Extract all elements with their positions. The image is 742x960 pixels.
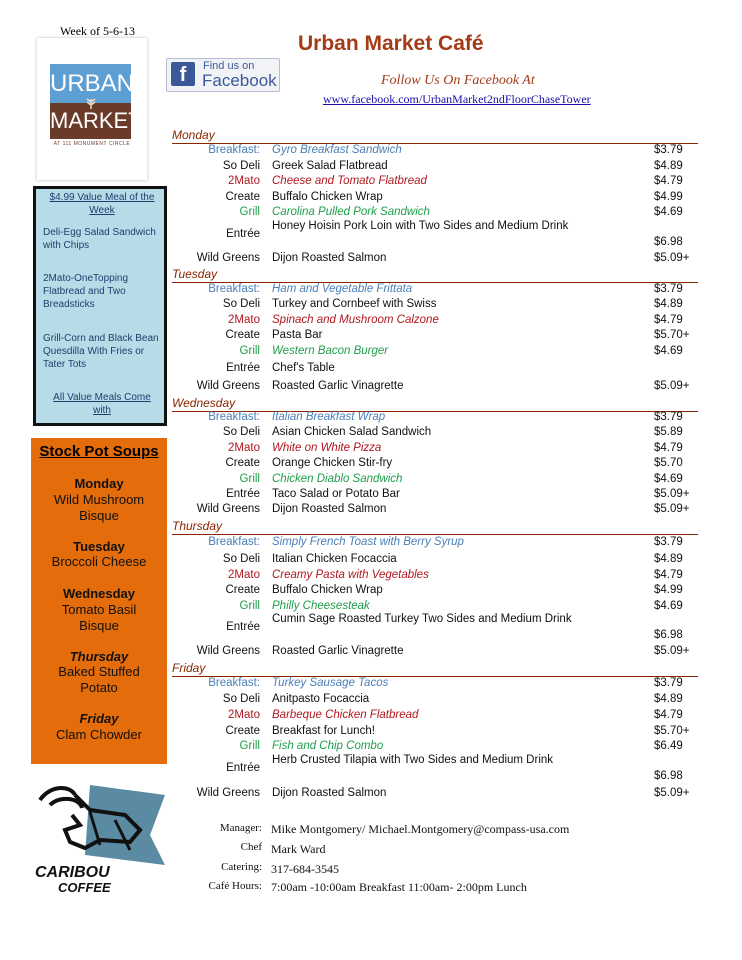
menu-item-price: $4.89 bbox=[654, 553, 683, 565]
menu-item-price: $5.70+ bbox=[654, 329, 690, 341]
station-label: So Deli bbox=[222, 160, 260, 172]
menu-item-price: $5.70 bbox=[654, 457, 683, 469]
page-title: Urban Market Café bbox=[298, 32, 484, 55]
menu-item-name: Anitpasto Focaccia bbox=[272, 693, 370, 705]
menu-item-name: White on White Pizza bbox=[272, 442, 382, 454]
menu-item-name: Buffalo Chicken Wrap bbox=[272, 584, 383, 596]
menu-item-price: $5.09+ bbox=[654, 252, 690, 264]
station-label: Grill bbox=[239, 473, 260, 485]
station-label: Create bbox=[225, 584, 260, 596]
menu-row bbox=[172, 380, 698, 396]
menu-item-name: Roasted Garlic Vinagrette bbox=[272, 645, 404, 657]
station-label: Grill bbox=[239, 345, 260, 357]
day-label-friday: Friday bbox=[172, 661, 206, 675]
menu-item-price: $3.79 bbox=[654, 283, 683, 295]
menu-item-price: $4.89 bbox=[654, 298, 683, 310]
menu-row bbox=[172, 553, 698, 569]
footer-manager-value: Mike Montgomery/ Michael.Montgomery@compass-usa.com bbox=[271, 822, 570, 836]
menu-item-name: Italian Chicken Focaccia bbox=[272, 553, 397, 565]
menu-row bbox=[172, 503, 698, 519]
menu-item-price: $4.99 bbox=[654, 584, 683, 596]
value-meal-item-2: 2Mato-OneTopping Flatbread and Two Breadsticks bbox=[43, 273, 129, 310]
station-label: Create bbox=[225, 457, 260, 469]
menu-row bbox=[172, 298, 698, 314]
value-meal-item-1: Deli-Egg Salad Sandwich with Chips bbox=[43, 227, 156, 251]
menu-row bbox=[172, 220, 698, 248]
menu-item-price: $4.89 bbox=[654, 693, 683, 705]
menu-row bbox=[172, 754, 698, 782]
soup-day-friday: Friday bbox=[79, 711, 119, 726]
menu-row bbox=[172, 709, 698, 725]
menu-item-name: Asian Chicken Salad Sandwich bbox=[272, 426, 432, 438]
menu-row bbox=[172, 160, 698, 176]
menu-item-name: Breakfast for Lunch! bbox=[272, 725, 375, 737]
menu-item-price: $6.98 bbox=[654, 770, 683, 782]
soups-title: Stock Pot Soups bbox=[39, 443, 159, 460]
station-label: Entrée bbox=[226, 228, 260, 240]
station-label: Wild Greens bbox=[196, 380, 260, 392]
station-label: Grill bbox=[239, 206, 260, 218]
day-label-tuesday: Tuesday bbox=[172, 267, 218, 281]
station-label: Breakfast: bbox=[208, 677, 260, 689]
menu-item-name: Dijon Roasted Salmon bbox=[272, 503, 387, 515]
facebook-icon: f bbox=[171, 62, 195, 86]
menu-item-name: Western Bacon Burger bbox=[272, 345, 389, 357]
value-meal-note: All Value Meals Come with bbox=[53, 392, 151, 416]
soup-friday: Clam Chowder bbox=[56, 727, 142, 742]
menu-item-name: Cheese and Tomato Flatbread bbox=[272, 175, 427, 187]
menu-item-name: Cumin Sage Roasted Turkey Two Sides and Medium Drink bbox=[272, 613, 572, 625]
wheat-icon bbox=[82, 96, 100, 110]
menu-row bbox=[172, 175, 698, 191]
coffee-text: COFFEE bbox=[58, 880, 111, 895]
menu-row bbox=[172, 283, 698, 299]
station-label: So Deli bbox=[222, 298, 260, 310]
menu-item-name: Buffalo Chicken Wrap bbox=[272, 191, 383, 203]
value-meal-item-3: Grill-Corn and Black Bean Quesdilla With Fries or Tater Tots bbox=[43, 333, 159, 370]
menu-item-name: Greek Salad Flatbread bbox=[272, 160, 388, 172]
station-label: So Deli bbox=[222, 693, 260, 705]
menu-row bbox=[172, 345, 698, 361]
menu-item-price: $4.79 bbox=[654, 569, 683, 581]
station-label: Entrée bbox=[226, 488, 260, 500]
menu-row bbox=[172, 725, 698, 741]
menu-item-price: $5.09+ bbox=[654, 380, 690, 392]
menu-item-name: Carolina Pulled Pork Sandwich bbox=[272, 206, 430, 218]
station-label: Breakfast: bbox=[208, 144, 260, 156]
menu-item-price: $4.99 bbox=[654, 191, 683, 203]
caribou-coffee-logo bbox=[30, 780, 170, 895]
menu-item-name: Chef's Table bbox=[272, 362, 335, 374]
menu-item-price: $4.79 bbox=[654, 314, 683, 326]
soup-day-thursday: Thursday bbox=[69, 649, 129, 664]
menu-row bbox=[172, 787, 698, 803]
menu-row bbox=[172, 536, 698, 552]
station-label: Grill bbox=[239, 600, 260, 612]
menu-item-name: Dijon Roasted Salmon bbox=[272, 252, 387, 264]
station-label: 2Mato bbox=[228, 569, 260, 581]
menu-item-price: $4.79 bbox=[654, 709, 683, 721]
station-label: 2Mato bbox=[228, 709, 260, 721]
soup-day-tuesday: Tuesday bbox=[73, 539, 125, 554]
week-label: Week of 5-6-13 bbox=[60, 24, 136, 38]
menu-item-price: $3.79 bbox=[654, 144, 683, 156]
station-label: 2Mato bbox=[228, 175, 260, 187]
soup-wednesday: Tomato Basil Bisque bbox=[61, 602, 137, 633]
menu-item-price: $5.09+ bbox=[654, 488, 690, 500]
menu-item-price: $5.09+ bbox=[654, 787, 690, 799]
menu-item-name: Roasted Garlic Vinagrette bbox=[272, 380, 404, 392]
menu-row bbox=[172, 191, 698, 207]
station-label: Wild Greens bbox=[196, 787, 260, 799]
station-label: 2Mato bbox=[228, 442, 260, 454]
menu-row bbox=[172, 329, 698, 345]
station-label: 2Mato bbox=[228, 314, 260, 326]
menu-item-name: Herb Crusted Tilapia with Two Sides and Medium Drink bbox=[272, 754, 554, 766]
menu-item-name: Ham and Vegetable Frittata bbox=[272, 283, 413, 295]
value-meal-title: $4.99 Value Meal of the Week bbox=[49, 192, 155, 216]
station-label: So Deli bbox=[222, 426, 260, 438]
menu-row bbox=[172, 645, 698, 661]
menu-row bbox=[172, 488, 698, 504]
soup-day-wednesday: Wednesday bbox=[62, 586, 135, 601]
menu-item-price: $6.49 bbox=[654, 740, 683, 752]
menu-item-price: $5.89 bbox=[654, 426, 683, 438]
soup-thursday: Baked Stuffed Potato bbox=[58, 664, 140, 695]
station-label: Entrée bbox=[226, 762, 260, 774]
logo-urban-text: URBAN bbox=[50, 64, 131, 103]
menu-item-price: $6.98 bbox=[654, 629, 683, 641]
menu-item-name: Taco Salad or Potato Bar bbox=[272, 488, 400, 500]
footer-catering-value: 317-684-3545 bbox=[271, 862, 339, 876]
menu-item-name: Italian Breakfast Wrap bbox=[272, 411, 386, 423]
menu-row bbox=[172, 473, 698, 489]
menu-item-name: Simply French Toast with Berry Syrup bbox=[272, 536, 464, 548]
menu-row bbox=[172, 693, 698, 709]
station-label: Create bbox=[225, 725, 260, 737]
menu-item-price: $3.79 bbox=[654, 536, 683, 548]
caribou-text: CARIBOU bbox=[35, 864, 110, 881]
menu-item-name: Turkey and Cornbeef with Swiss bbox=[272, 298, 437, 310]
soup-day-monday: Monday bbox=[74, 476, 124, 491]
menu-row bbox=[172, 144, 698, 160]
footer-hours-label: Café Hours: bbox=[208, 880, 262, 892]
follow-text: Follow Us On Facebook At bbox=[381, 73, 535, 88]
menu-item-price: $5.70+ bbox=[654, 725, 690, 737]
station-label: So Deli bbox=[222, 553, 260, 565]
footer-catering-label: Catering: bbox=[221, 861, 262, 873]
menu-item-price: $4.69 bbox=[654, 600, 683, 612]
menu-item-name: Spinach and Mushroom Calzone bbox=[272, 314, 439, 326]
menu-item-name: Chicken Diablo Sandwich bbox=[272, 473, 403, 485]
menu-item-price: $3.79 bbox=[654, 411, 683, 423]
menu-item-name: Fish and Chip Combo bbox=[272, 740, 384, 752]
menu-row bbox=[172, 426, 698, 442]
menu-row bbox=[172, 442, 698, 458]
menu-item-name: Gyro Breakfast Sandwich bbox=[272, 144, 402, 156]
menu-item-price: $3.79 bbox=[654, 677, 683, 689]
footer-chef-value: Mark Ward bbox=[271, 842, 326, 856]
facebook-link[interactable]: www.facebook.com/UrbanMarket2ndFloorChaseTower bbox=[323, 92, 591, 106]
menu-row bbox=[172, 457, 698, 473]
menu-row bbox=[172, 411, 698, 427]
menu-item-name: Philly Cheesesteak bbox=[272, 600, 370, 612]
menu-item-name: Dijon Roasted Salmon bbox=[272, 787, 387, 799]
menu-row bbox=[172, 584, 698, 600]
menu-item-price: $6.98 bbox=[654, 236, 683, 248]
menu-item-name: Barbeque Chicken Flatbread bbox=[272, 709, 419, 721]
logo-market-text: MARKET bbox=[50, 103, 131, 139]
station-label: Breakfast: bbox=[208, 536, 260, 548]
menu-row bbox=[172, 569, 698, 585]
menu-row bbox=[172, 252, 698, 268]
soup-monday: Wild Mushroom Bisque bbox=[53, 492, 145, 523]
menu-item-price: $5.09+ bbox=[654, 645, 690, 657]
footer-chef-label: Chef bbox=[240, 841, 262, 853]
day-label-wednesday: Wednesday bbox=[172, 396, 236, 410]
menu-row bbox=[172, 613, 698, 641]
menu-item-price: $4.69 bbox=[654, 345, 683, 357]
station-label: Wild Greens bbox=[196, 252, 260, 264]
menu-item-name: Turkey Sausage Tacos bbox=[272, 677, 389, 689]
day-label-thursday: Thursday bbox=[172, 519, 223, 533]
menu-row bbox=[172, 362, 698, 378]
footer-hours-value: 7:00am -10:00am Breakfast 11:00am- 2:00pm Lunch bbox=[271, 880, 527, 894]
menu-item-price: $4.79 bbox=[654, 442, 683, 454]
menu-item-price: $5.09+ bbox=[654, 503, 690, 515]
menu-item-price: $4.89 bbox=[654, 160, 683, 172]
station-label: Breakfast: bbox=[208, 283, 260, 295]
day-divider bbox=[172, 534, 698, 535]
menu-item-price: $4.69 bbox=[654, 206, 683, 218]
menu-row bbox=[172, 677, 698, 693]
station-label: Create bbox=[225, 329, 260, 341]
station-label: Breakfast: bbox=[208, 411, 260, 423]
menu-item-name: Pasta Bar bbox=[272, 329, 323, 341]
station-label: Create bbox=[225, 191, 260, 203]
menu-item-name: Orange Chicken Stir-fry bbox=[272, 457, 393, 469]
facebook-brand-text: Facebook bbox=[202, 71, 277, 90]
menu-item-price: $4.69 bbox=[654, 473, 683, 485]
station-label: Wild Greens bbox=[196, 503, 260, 515]
menu-item-name: Honey Hoisin Pork Loin with Two Sides and Medium Drink bbox=[272, 220, 569, 232]
menu-item-price: $4.79 bbox=[654, 175, 683, 187]
soup-tuesday: Broccoli Cheese bbox=[51, 554, 147, 569]
facebook-find-text: Find us on bbox=[203, 60, 255, 72]
station-label: Entrée bbox=[226, 362, 260, 374]
station-label: Entrée bbox=[226, 621, 260, 633]
station-label: Wild Greens bbox=[196, 645, 260, 657]
menu-row bbox=[172, 314, 698, 330]
footer-manager-label: Manager: bbox=[219, 822, 262, 834]
menu-item-name: Creamy Pasta with Vegetables bbox=[272, 569, 429, 581]
day-label-monday: Monday bbox=[172, 128, 215, 142]
logo-tagline: AT 111 MONUMENT CIRCLE bbox=[53, 141, 131, 147]
station-label: Grill bbox=[239, 740, 260, 752]
